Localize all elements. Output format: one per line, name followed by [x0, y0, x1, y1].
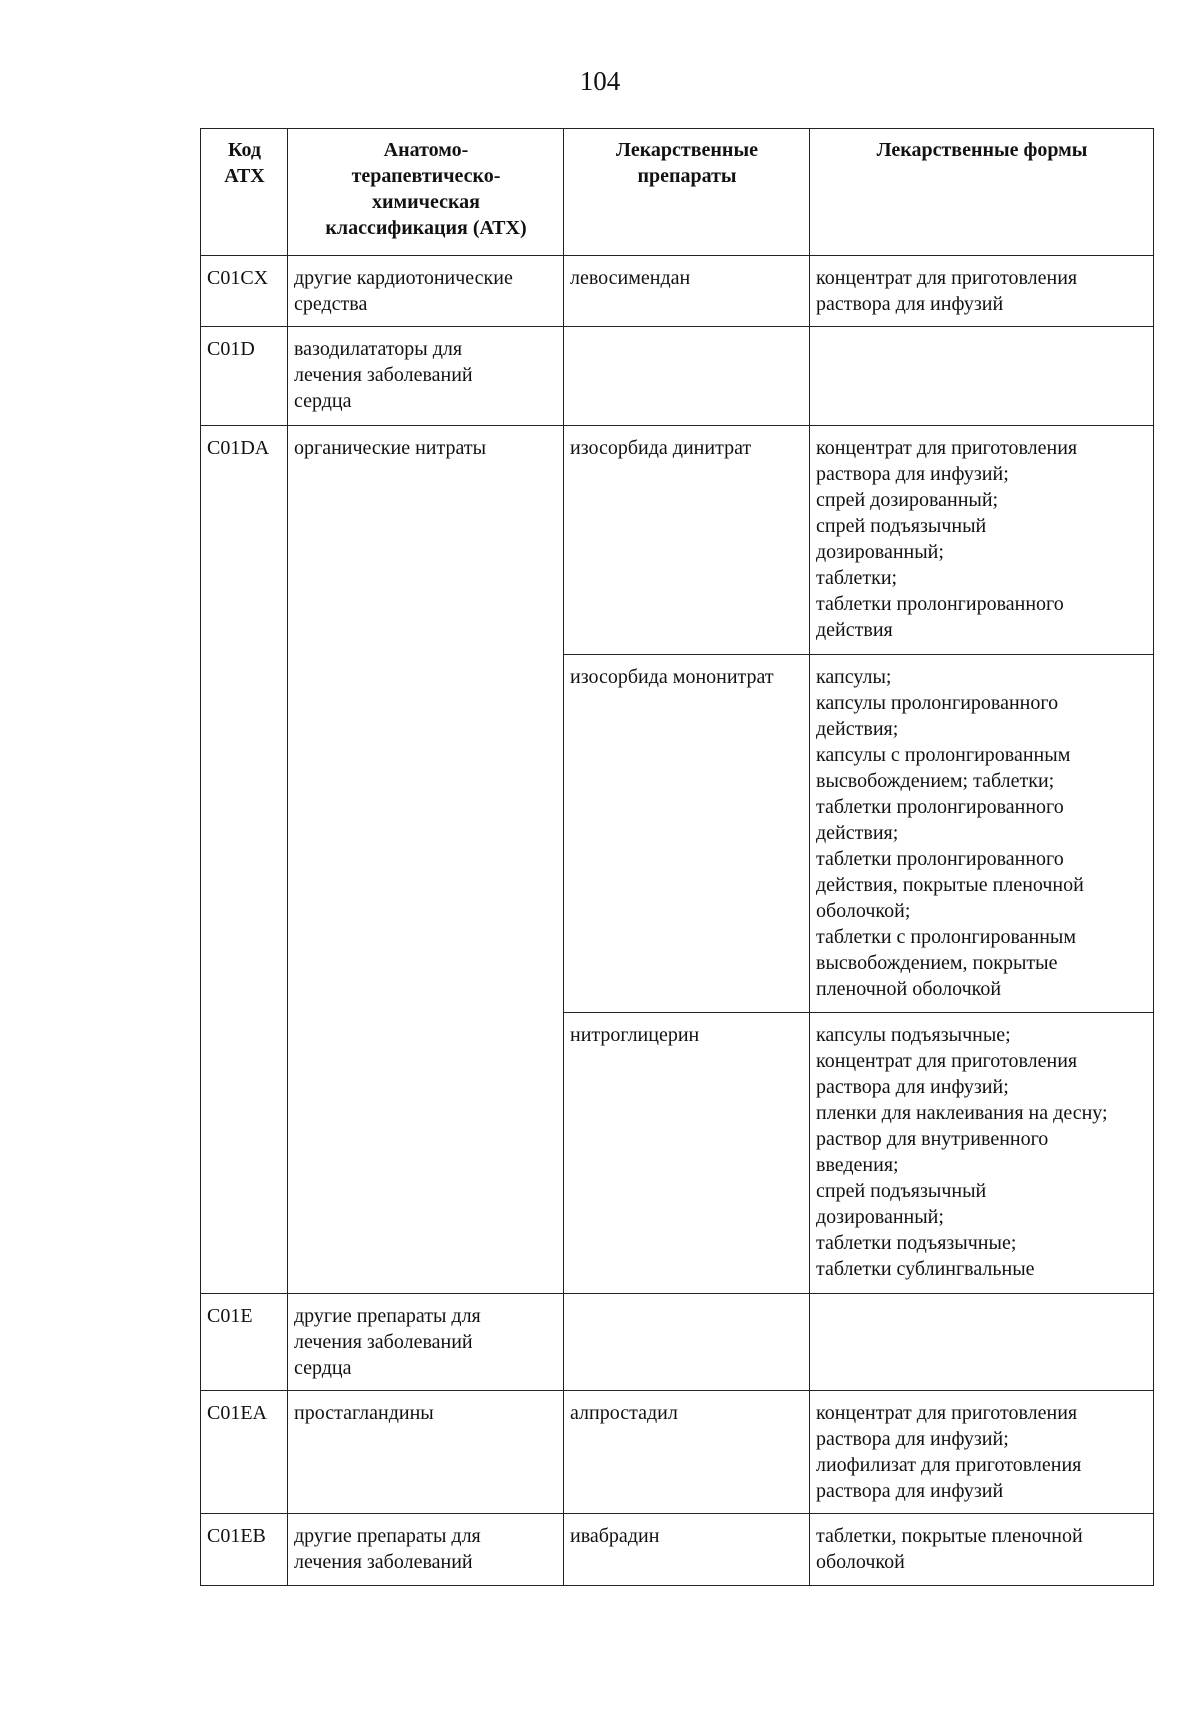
- drug-cell: [564, 327, 810, 426]
- forms-cell: концентрат для приготовления раствора для инфузий; лиофилизат для приготовления раствора для инфузий: [810, 1391, 1154, 1514]
- page-number: 104: [579, 66, 621, 96]
- atc-code-cell: C01EB: [201, 1514, 288, 1586]
- classification-cell: другие кардиотонические средства: [288, 256, 564, 327]
- drug-cell: нитроглицерин: [564, 1013, 810, 1294]
- table-row: [201, 1294, 1154, 1391]
- header-classification: Анатомо- терапевтическо- химическая классификация (АТХ): [288, 129, 564, 256]
- table-header-row: [201, 129, 1154, 256]
- atc-code-cell: C01DA: [201, 426, 288, 1294]
- atc-code-cell: C01E: [201, 1294, 288, 1391]
- forms-cell: [810, 1294, 1154, 1391]
- atc-code-cell: C01D: [201, 327, 288, 426]
- classification-cell: другие препараты для лечения заболеваний: [288, 1514, 564, 1586]
- drug-cell: [564, 1294, 810, 1391]
- atc-code-cell: C01CX: [201, 256, 288, 327]
- table-row: [201, 327, 1154, 426]
- drug-cell: левосимендан: [564, 256, 810, 327]
- drug-cell: ивабрадин: [564, 1514, 810, 1586]
- forms-cell: таблетки, покрытые пленочной оболочкой: [810, 1514, 1154, 1586]
- header-drugs: Лекарственные препараты: [564, 129, 810, 256]
- forms-cell: концентрат для приготовления раствора для инфузий; спрей дозированный; спрей подъязычный дозированный; таблетки; таблетки пролонгированного действия: [810, 426, 1154, 655]
- classification-cell: органические нитраты: [288, 426, 564, 1294]
- header-dosage-forms: Лекарственные формы: [810, 129, 1154, 256]
- header-atc-code: Код АТХ: [201, 129, 288, 256]
- table-row: [201, 256, 1154, 327]
- atc-drug-table: [200, 128, 1154, 1586]
- classification-cell: простагландины: [288, 1391, 564, 1514]
- forms-cell: капсулы подъязычные; концентрат для приготовления раствора для инфузий; пленки для наклеивания на десну; раствор для внутривенного введения; спрей подъязычный дозированный; таблетки подъязычные; таблетки сублингвальные: [810, 1013, 1154, 1294]
- table-row: [201, 1514, 1154, 1586]
- atc-code-cell: C01EA: [201, 1391, 288, 1514]
- drug-cell: изосорбида мононитрат: [564, 655, 810, 1013]
- forms-cell: концентрат для приготовления раствора для инфузий: [810, 256, 1154, 327]
- drug-cell: изосорбида динитрат: [564, 426, 810, 655]
- classification-cell: другие препараты для лечения заболеваний сердца: [288, 1294, 564, 1391]
- forms-cell: [810, 327, 1154, 426]
- classification-cell: вазодилататоры для лечения заболеваний сердца: [288, 327, 564, 426]
- table-row: [201, 426, 1154, 655]
- drug-cell: алпростадил: [564, 1391, 810, 1514]
- forms-cell: капсулы; капсулы пролонгированного действия; капсулы с пролонгированным высвобождением; таблетки; таблетки пролонгированного действия; таблетки пролонгированного действия, покрытые пленочной оболочкой; таблетки с пролонгированным высвобождением, покрытые пленочной оболочкой: [810, 655, 1154, 1013]
- table-row: [201, 1391, 1154, 1514]
